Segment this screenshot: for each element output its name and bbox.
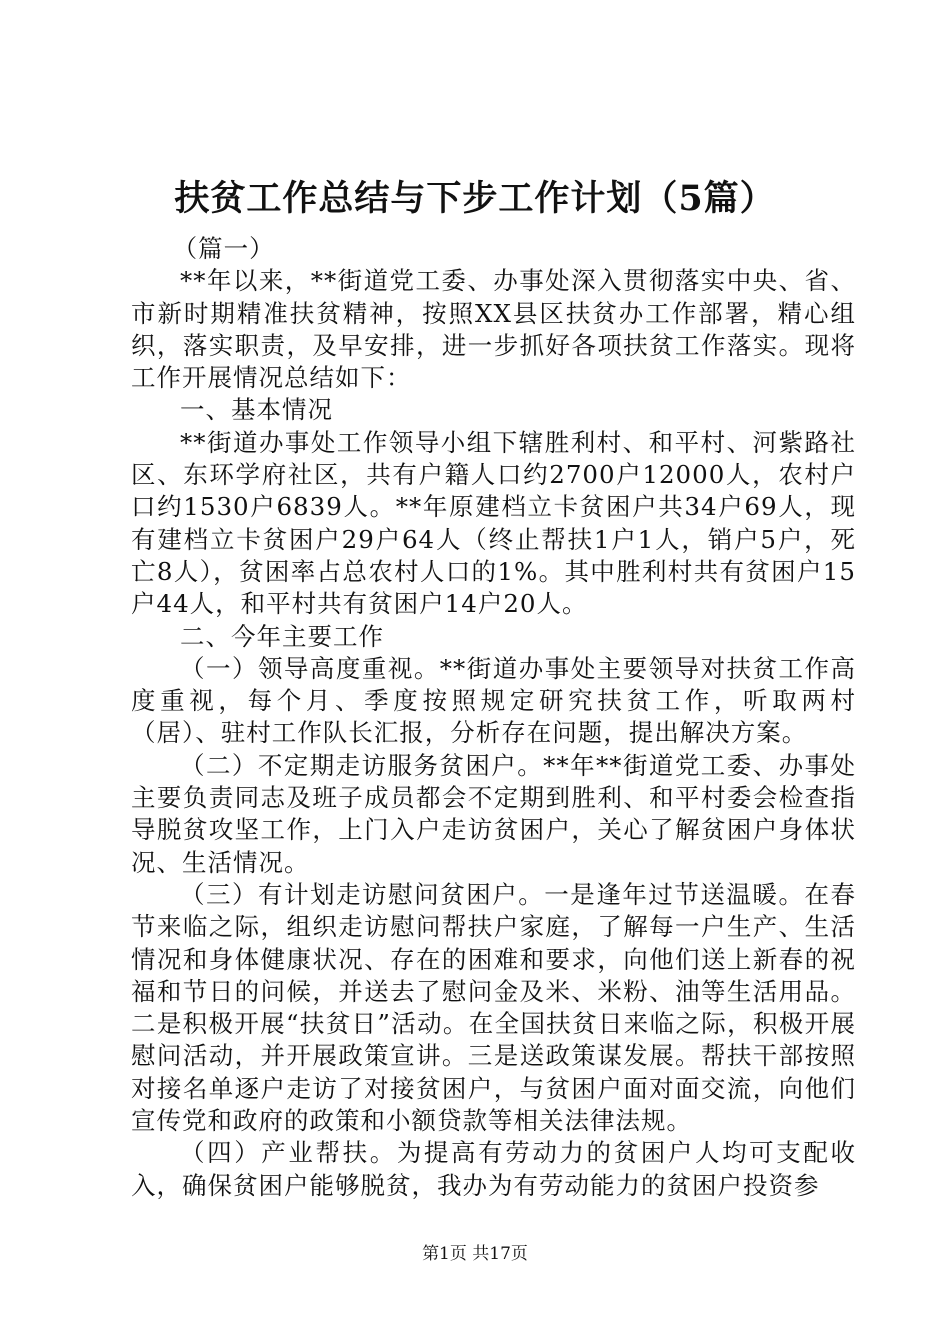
paragraph-work-3: （三）有计划走访慰问贫困户。一是逢年过节送温暖。在春节来临之际，组织走访慰问帮扶户家庭，了解每一户生产、生活情况和身体健康状况、存在的困难和要求，向他们送上新春的祝福和节日的问候，并送去了慰问金及米、米粉、油等生活用品。二是积极开展“扶贫日”活动。在全国扶贫日来临之际，积极开展慰问活动，并开展政策宣讲。三是送政策谋发展。帮扶干部按照对接名单逐户走访了对接贫困户，与贫困户面对面交流，向他们宣传党和政府的政策和小额贷款等相关法律法规。	[131, 879, 856, 1136]
paragraph-intro: **年以来，**街道党工委、办事处深入贯彻落实中央、省、市新时期精准扶贫精神，按照XX县区扶贫办工作部署，精心组织，落实职责，及早安排，进一步抓好各项扶贫工作落实。现将工作开展情况总结如下：	[131, 266, 856, 393]
document-body	[131, 233, 856, 1202]
chapter-heading: （篇一）	[172, 234, 275, 263]
section-heading-basic: 一、基本情况	[180, 395, 333, 425]
section-heading-main-work: 二、今年主要工作	[180, 621, 384, 651]
paragraph-work-2: （二）不定期走访服务贫困户。**年**街道党工委、办事处主要负责同志及班子成员都会不定期到胜利、和平村委会检查指导脱贫攻坚工作，上门入户走访贫困户，关心了解贫困户身体状况、生活情况。	[131, 750, 856, 877]
paragraph-basic-info: **街道办事处工作领导小组下辖胜利村、和平村、河紫路社区、东环学府社区，共有户籍人口约2700户12000人，农村户口约1530户6839人。**年原建档立卡贫困户共34户69人，现有建档立卡贫困户29户64人（终止帮扶1户1人，销户5户，死亡8人），贫困率占总农村人口的1%。其中胜利村共有贫困户15户44人，和平村共有贫困户14户20人。	[131, 427, 856, 619]
document-title: 扶贫工作总结与下步工作计划（5篇）	[174, 178, 776, 219]
paragraph-work-1: （一）领导高度重视。**街道办事处主要领导对扶贫工作高度重视，每个月、季度按照规定研究扶贫工作，听取两村（居）、驻村工作队长汇报，分析存在问题，提出解决方案。	[131, 653, 856, 748]
page-footer: 第1页 共17页	[422, 1244, 528, 1264]
paragraph-work-4: （四）产业帮扶。为提高有劳动力的贫困户人均可支配收入，确保贫困户能够脱贫，我办为有劳动能力的贫困户投资参	[131, 1138, 856, 1200]
